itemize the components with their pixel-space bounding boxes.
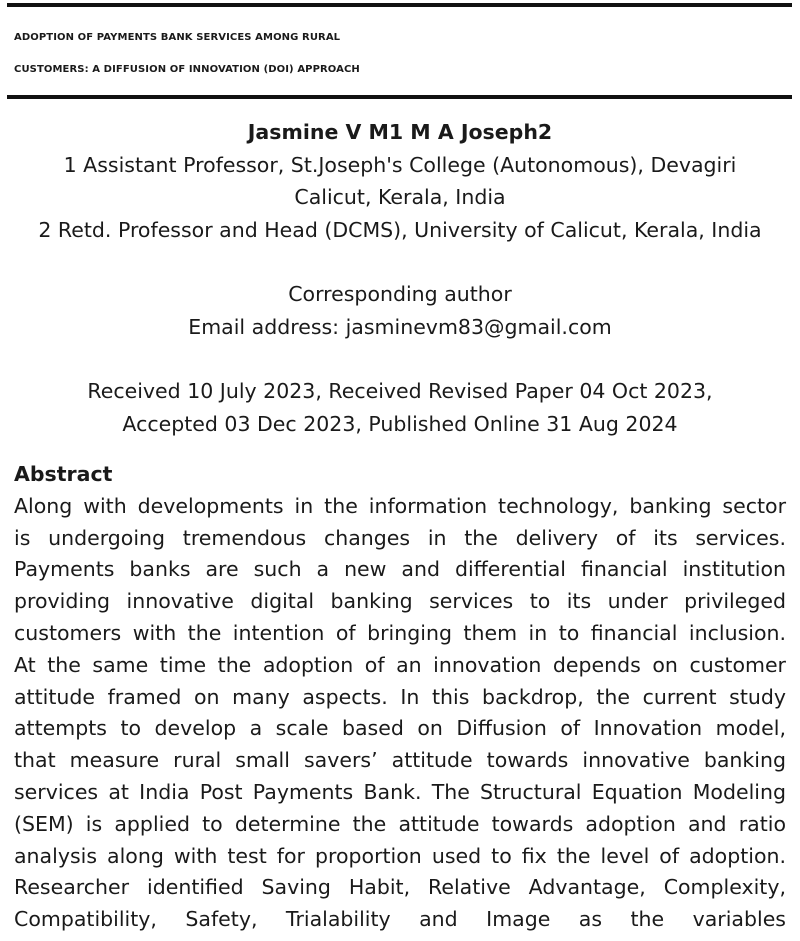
abstract-line: Researcher identified Saving Habit, Relative Advantage, Complexity, [14,875,786,900]
title-bottom-rule [7,95,792,99]
abstract-line: Compatibility, Safety, Trialability and Image as the variables [14,907,786,932]
abstract-heading: Abstract [14,462,113,486]
top-rule [7,3,792,7]
front-matter [0,116,800,440]
title-line-1: ADOPTION OF PAYMENTS BANK SERVICES AMONG RURAL [14,32,341,43]
dates-line-2: Accepted 03 Dec 2023, Published Online 31 Aug 2024 [122,411,678,436]
spacer [0,343,800,375]
spacer [0,246,800,278]
abstract-line: providing innovative digital banking services to its under privileged [14,589,786,614]
abstract-line: analysis along with test for proportion used to fix the level of adoption. [14,843,786,868]
paper-title [14,22,794,86]
title-line-2: CUSTOMERS: A DIFFUSION OF INNOVATION (DOI) APPROACH [14,64,360,75]
affiliation-2: 2 Retd. Professor and Head (DCMS), University of Calicut, Kerala, India [38,217,762,242]
authors: Jasmine V M1 M A Joseph2 [247,120,553,144]
abstract-line: that measure rural small savers’ attitude towards innovative banking [14,748,786,773]
abstract-line: customers with the intention of bringing them in to financial inclusion. [14,620,786,645]
abstract-line: is undergoing tremendous changes in the delivery of its services. [14,525,786,550]
abstract-line: Along with developments in the information technology, banking sector [14,493,786,518]
abstract-line: attitude framed on many aspects. In this backdrop, the current study [14,684,786,709]
dates-line-1: Received 10 July 2023, Received Revised Paper 04 Oct 2023, [87,379,713,403]
abstract-section [14,459,786,936]
abstract-line: services at India Post Payments Bank. The Structural Equation Modeling [14,779,786,804]
abstract-line: Payments banks are such a new and differential financial institution [14,557,786,582]
abstract-line: attempts to develop a scale based on Diffusion of Innovation model, [14,716,786,741]
abstract-body [14,491,786,936]
affiliation-1-line-1: 1 Assistant Professor, St.Joseph's College (Autonomous), Devagiri [63,152,737,177]
abstract-line: (SEM) is applied to determine the attitude towards adoption and ratio [14,811,786,836]
abstract-line: At the same time the adoption of an innovation depends on customer [14,652,786,677]
affiliation-1-line-2: Calicut, Kerala, India [294,185,506,209]
email-address: Email address: jasminevm83@gmail.com [188,314,612,339]
corresponding-author-label: Corresponding author [288,282,512,306]
